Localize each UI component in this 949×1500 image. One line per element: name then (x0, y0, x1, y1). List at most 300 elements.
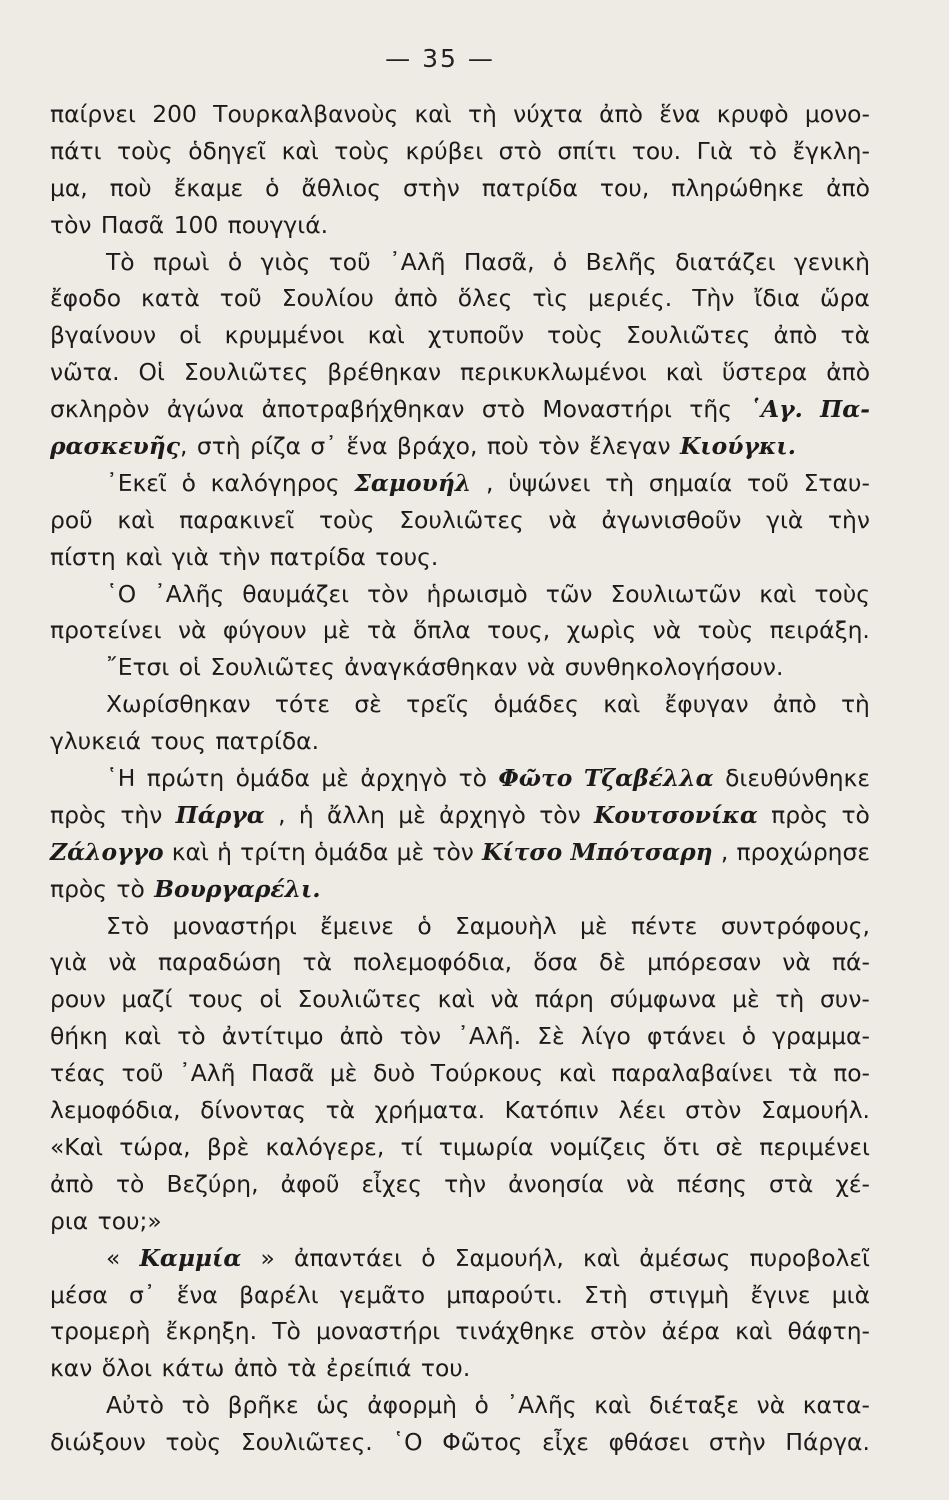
word: νὰ (177, 616, 207, 645)
word: τέας (50, 1059, 106, 1088)
word: λέει (618, 1096, 666, 1125)
word: ᾿Αλῆ. (457, 1022, 522, 1051)
text-segment: ῎Ετσι οἱ Σουλιῶτες ἀναγκάσθηκαν νὰ συνθηκολογήσουν. (106, 653, 784, 682)
word: σ᾿ (128, 1280, 156, 1309)
word: ᾿Αλῆς (154, 579, 225, 608)
word: ρουν (50, 985, 106, 1014)
text-line (50, 1387, 870, 1424)
word: ἕνα (659, 100, 701, 128)
text-line (50, 133, 870, 170)
word: , (486, 468, 494, 497)
word: ὁ (421, 1243, 436, 1272)
word: πρώτη (146, 764, 225, 793)
word: προχώρησε (736, 837, 870, 866)
word: στὴν (402, 173, 460, 202)
text-line (50, 1018, 870, 1055)
word: τοὺς (697, 616, 754, 645)
word: δίνοντας (200, 1096, 306, 1125)
word: ἕνα (176, 1280, 218, 1309)
word: ᾿Εκεῖ (106, 468, 167, 497)
word: ᾿Αλῆ (179, 1059, 236, 1088)
word: γεμᾶτο (339, 1280, 426, 1309)
word: περικυκλωμένοι (460, 358, 647, 387)
word: δυὸ (373, 1059, 416, 1088)
word: τους (188, 985, 244, 1014)
word: χέ- (835, 1169, 870, 1198)
word: τοὺς (334, 136, 390, 165)
word: ὡς (316, 1391, 350, 1420)
text-line (50, 1424, 870, 1461)
text-segment: γλυκειά τους πατρίδα. (50, 727, 320, 756)
word: ἀπαντάει (294, 1243, 403, 1272)
word: νύχτα (513, 100, 583, 128)
text-line (50, 576, 870, 613)
word: Τὸ (106, 247, 135, 276)
text-line (50, 207, 870, 244)
word: τὴ (467, 100, 497, 128)
word: ὅσα (533, 948, 578, 977)
word: τὰ (840, 321, 870, 350)
word: Σταυ- (803, 468, 870, 497)
word: , (278, 800, 286, 829)
word: ἀγώνα (166, 395, 245, 424)
word: μοναστήρι (172, 911, 297, 940)
text-line (50, 354, 870, 391)
text-line (50, 612, 870, 649)
word: ἀποτραβήχθηκαν (261, 395, 465, 424)
word: βρῆκε (227, 1391, 299, 1420)
word: σὲ (354, 690, 382, 719)
text-line (50, 871, 870, 908)
text-line (50, 1129, 870, 1166)
word: γενικὴ (793, 247, 870, 276)
word: τοὺς (318, 505, 375, 534)
word: τὸ (841, 800, 870, 829)
word: νομίζεις (549, 1132, 647, 1161)
word: τὸν (539, 800, 581, 829)
word: καὶ (117, 505, 155, 534)
word: ἀπὸ (599, 100, 643, 128)
word: ὁμάδες (493, 690, 579, 719)
word: ὁμάδα (235, 764, 310, 793)
word: καὶ (582, 1243, 621, 1272)
word: πέσης (676, 1169, 747, 1198)
word: τὰ (302, 948, 332, 977)
text-line (50, 1240, 870, 1277)
word: τὸν (432, 837, 474, 866)
text-line (50, 1277, 870, 1314)
word: 200 (152, 100, 197, 128)
word: ἀπὸ (339, 1022, 384, 1051)
word: πυροβολεῖ (749, 1243, 870, 1272)
word: παρακινεῖ (179, 505, 295, 534)
word: θήκη (50, 1022, 108, 1051)
word: προτείνει (50, 616, 162, 645)
word: εἶχες (361, 1169, 422, 1198)
word: ἀπὸ (772, 690, 817, 719)
word: ἀπὸ (50, 1169, 94, 1198)
word: ἀρχηγὸ (439, 800, 526, 829)
word: τοὺς (117, 136, 173, 165)
emphasized-text: Βουργαρέλι. (154, 874, 321, 903)
word: μὲ (398, 800, 426, 829)
word: Πασᾶ (251, 1059, 315, 1088)
word: πάτι (50, 136, 102, 165)
word: τοὺς (814, 579, 870, 608)
word: οἱ (259, 985, 282, 1014)
emphasized-word: Κουτσονίκα (594, 800, 758, 829)
text-line (50, 465, 870, 502)
word: τιμωρία (438, 1132, 534, 1161)
word: τρομερὴ (50, 1317, 151, 1346)
word: κρυφὸ (716, 100, 789, 128)
word: μὲ (396, 837, 425, 866)
emphasized-word: Καμμία (139, 1243, 242, 1272)
word: κατα- (802, 1391, 870, 1420)
word: Τὴν (692, 284, 735, 313)
word: πάρη (534, 985, 594, 1014)
word: πειράξη. (769, 616, 870, 645)
word: ὁ (227, 247, 243, 276)
word: μπαρούτι. (446, 1280, 563, 1309)
word: Σουλιῶτες (399, 505, 524, 534)
emphasized-word: ῾Αγ. (749, 395, 803, 424)
word: πληρώθηκε (671, 173, 805, 202)
text-line (50, 834, 870, 871)
word: μοναστήρι (316, 1317, 441, 1346)
word: Βεζύρη, (166, 1169, 259, 1198)
word: Σουλιῶτες (183, 358, 309, 387)
word: Βελῆς (585, 247, 657, 276)
text-segment: καν ὅλοι κάτω ἀπὸ τὰ ἐρείπιά του. (50, 1354, 471, 1383)
word: Σουλιῶτες (625, 321, 751, 350)
word: ἀπὸ (826, 173, 870, 202)
word: τοὺς (547, 321, 603, 350)
word: τοῦ (746, 468, 789, 497)
word: ὁ (741, 1022, 756, 1051)
word: , (720, 837, 729, 866)
word: ἡ (298, 800, 314, 829)
word: νὰ (626, 1169, 655, 1198)
text-line (50, 760, 870, 797)
text-segment: πίστη καὶ γιὰ τὴν πατρίδα τους. (50, 542, 439, 571)
page-number: — 35 — (385, 44, 495, 73)
word: καλόγηρος (210, 468, 340, 497)
word: ὅπλα (412, 616, 471, 645)
word: τὴν (444, 1169, 487, 1198)
word: πατρίδα (481, 173, 578, 202)
text-line (50, 539, 870, 576)
word: χτυποῦν (427, 321, 525, 350)
word: ἡρωισμὸ (426, 579, 528, 608)
text-line (50, 317, 870, 354)
word: μὲ (580, 911, 608, 940)
text-line (50, 1313, 870, 1350)
word: Τούρκους (430, 1059, 544, 1088)
word: καὶ (759, 579, 797, 608)
word: δὲ (598, 948, 626, 977)
word: στὴν (708, 1428, 766, 1457)
word: τρίτη (240, 837, 306, 866)
word: παίρνει (50, 100, 136, 128)
word: σύμφωνα (609, 985, 717, 1014)
emphasized-text: ρασκευῆς (50, 432, 181, 461)
word: ἄλλη (326, 800, 385, 829)
word: ὁ (181, 468, 196, 497)
text-line (50, 649, 870, 686)
word: καὶ (603, 690, 641, 719)
word: ροῦ (50, 505, 93, 534)
emphasized-word: Ζάλογγο (50, 837, 164, 866)
text-line (50, 944, 870, 981)
word: στὸν (685, 1096, 742, 1125)
word: ὁ (417, 911, 432, 940)
word: γιὰ (766, 505, 804, 534)
word: ῾Ο (392, 1428, 423, 1457)
text-line (50, 1203, 870, 1240)
word: καὶ (414, 100, 452, 128)
word: τὰ (325, 1096, 356, 1125)
word: πο- (833, 1059, 870, 1088)
word: φθάσει (608, 1428, 690, 1457)
word: μὲ (329, 1059, 358, 1088)
word: του. (631, 136, 682, 165)
word: πρὸς (771, 800, 829, 829)
word: Σαμουήλ, (454, 1243, 564, 1272)
word: καὶ (437, 985, 475, 1014)
word: Σὲ (537, 1022, 565, 1051)
word: ἀπὸ (826, 358, 870, 387)
word: σκληρὸν (50, 395, 150, 424)
word: ἀέρα (661, 1317, 720, 1346)
word: ὑψώνει (508, 468, 591, 497)
word: φτάνει (646, 1022, 726, 1051)
word: ὁ (265, 173, 280, 202)
word: μὲ (321, 764, 349, 793)
text-line (50, 96, 870, 133)
text-line (50, 908, 870, 945)
word: καὶ (735, 1317, 773, 1346)
text-line (50, 502, 870, 539)
word: ἔκρηξη. (165, 1317, 258, 1346)
emphasized-word: Κίτσο (482, 837, 563, 866)
word: τῶν (545, 579, 593, 608)
word: χρήματα. (374, 1096, 486, 1125)
word: τοὺς (165, 1428, 222, 1457)
word: καὶ (665, 358, 703, 387)
word: Μοναστήρι (542, 395, 672, 424)
text-line (50, 391, 870, 428)
word: ὅτι (663, 1132, 700, 1161)
word: ἀφοῦ (280, 1169, 340, 1198)
word: ἔκαμε (173, 173, 244, 202)
word: νὰ (108, 948, 137, 977)
word: Χωρίσθηκαν (106, 690, 251, 719)
word: βρέθηκαν (327, 358, 442, 387)
word: του, (599, 173, 650, 202)
word: ἀντίτιμο (221, 1022, 324, 1051)
word: σὲ (715, 1132, 744, 1161)
word: τοῦ (219, 284, 262, 313)
text-segment: τὸν Πασᾶ 100 πουγγιά. (50, 210, 329, 239)
word: παραλαβαίνει (611, 1059, 773, 1088)
word: ἴδια (754, 284, 800, 313)
word: ἔφυγαν (664, 690, 749, 719)
word: νὰ (490, 985, 519, 1014)
word: στιγμὴ (648, 1280, 730, 1309)
word: νὰ (652, 616, 682, 645)
word: στὸ (481, 395, 526, 424)
word: κατὰ (141, 284, 200, 313)
word: εἶχε (542, 1428, 589, 1457)
word: τους, (487, 616, 551, 645)
word: μπόρεσαν (647, 948, 762, 977)
body-text (50, 96, 870, 1461)
word: τὸ (177, 1022, 206, 1051)
word: ὅλες (457, 284, 513, 313)
word: ἄθλιος (301, 173, 381, 202)
word: ὥρα (820, 284, 870, 313)
word: νῶτα. (50, 358, 120, 387)
word: καὶ (558, 1059, 596, 1088)
word: τῆς (689, 395, 732, 424)
word: τὸ (115, 1169, 145, 1198)
word: μονο- (804, 100, 870, 128)
text-line (50, 280, 870, 317)
word: Αὐτὸ (106, 1391, 164, 1420)
word: ἔφοδο (50, 284, 122, 313)
word: Πάργα. (785, 1428, 870, 1457)
word: Γιὰ (696, 136, 734, 165)
word: τὸ (458, 764, 487, 793)
word: ῾Ο (106, 579, 137, 608)
word: ᾿Αλῆ (389, 247, 446, 276)
word: Στὸ (106, 911, 150, 940)
word: τὴ (775, 985, 805, 1014)
word: ἀπὸ (393, 284, 438, 313)
emphasized-word: Σαμουήλ (354, 468, 472, 497)
word: Πασᾶ, (463, 247, 535, 276)
word: « (106, 1243, 121, 1272)
word: βαρέλι (239, 1280, 319, 1309)
word: λίγο (580, 1022, 631, 1051)
word: συντρόφους, (720, 911, 870, 940)
word: πά- (831, 948, 870, 977)
word: τότε (274, 690, 331, 719)
word: ὁ (474, 1391, 489, 1420)
word: στὸ (498, 136, 542, 165)
word: λεμοφόδια, (50, 1096, 181, 1125)
word: ἀρχηγὸ (360, 764, 448, 793)
word: τὴ (840, 690, 870, 719)
word: τοῦ (121, 1059, 164, 1088)
text-segment: πρὸς τὸ (50, 874, 155, 903)
word: κρυμμένοι (224, 321, 345, 350)
word: ἀπὸ (773, 321, 818, 350)
word: καὶ (171, 837, 209, 866)
word: «Καὶ (50, 1132, 103, 1161)
word: γιὰ (50, 948, 88, 977)
word: περιμένει (759, 1132, 870, 1161)
word: τὴ (605, 468, 635, 497)
word: Σουλιῶτες. (240, 1428, 373, 1457)
word: ᾿Αλῆς (506, 1391, 577, 1420)
word: τὶς (532, 284, 569, 313)
word: Τουρκαλβανοὺς (213, 100, 399, 128)
word: τὸ (748, 136, 777, 165)
word: διώξουν (50, 1428, 146, 1457)
word: ἀνοησία (508, 1169, 604, 1198)
word: διευθύνθηκε (725, 764, 870, 793)
word: μιὰ (831, 1280, 870, 1309)
word: ἡ (217, 837, 232, 866)
word: σπίτι (557, 136, 617, 165)
text-line (50, 170, 870, 207)
emphasized-word: Πα- (820, 395, 870, 424)
word: ὁ (552, 247, 568, 276)
word: ἔγινε (750, 1280, 811, 1309)
word: τὴν (120, 800, 163, 829)
word: τὰ (367, 616, 397, 645)
word: ὕστερα (721, 358, 808, 387)
word: Οἱ (138, 358, 165, 387)
word: θαυμάζει (242, 579, 350, 608)
word: πέντε (630, 911, 698, 940)
word: διατάζει (675, 247, 776, 276)
emphasized-word: Μπότσαρη (570, 837, 713, 866)
word: Φῶτος (442, 1428, 523, 1457)
word: μεριές. (588, 284, 673, 313)
word: καὶ (281, 136, 319, 165)
word: καὶ (367, 321, 405, 350)
word: τί (400, 1132, 423, 1161)
word: σημαία (648, 468, 733, 497)
word: τώρα, (119, 1132, 191, 1161)
word: θάφτη- (787, 1317, 870, 1346)
word: πρωὶ (153, 247, 210, 276)
word: μὲ (732, 985, 760, 1014)
word: τὸν (367, 579, 409, 608)
text-line (50, 797, 870, 834)
word: ἀφορμὴ (367, 1391, 457, 1420)
word: Σαμουήλ. (760, 1096, 870, 1125)
text-segment: ρια του;» (50, 1206, 162, 1235)
word: καὶ (123, 1022, 162, 1051)
word: στὸν (590, 1317, 647, 1346)
text-line (50, 686, 870, 723)
text-line (50, 1055, 870, 1092)
word: στὰ (768, 1169, 814, 1198)
word: βρὲ (206, 1132, 250, 1161)
word: παραδώση (158, 948, 282, 977)
word: νὰ (782, 948, 811, 977)
word: ἀμέσως (639, 1243, 731, 1272)
word: φύγουν (222, 616, 307, 645)
word: τινάχθηκε (455, 1317, 575, 1346)
emphasized-word: Φῶτο (498, 764, 573, 793)
word: οἱ (179, 321, 202, 350)
word: Σουλίου (281, 284, 374, 313)
word: Σουλιῶτες (297, 985, 422, 1014)
word: » (260, 1243, 275, 1272)
word: τρεῖς (406, 690, 470, 719)
word: ὁδηγεῖ (188, 136, 267, 165)
word: ποὺ (109, 173, 152, 202)
word: τὸν (399, 1022, 442, 1051)
word: καλόγερε, (265, 1132, 385, 1161)
emphasized-word: Τζαβέλλα (583, 764, 714, 793)
word: τὸ (181, 1391, 210, 1420)
